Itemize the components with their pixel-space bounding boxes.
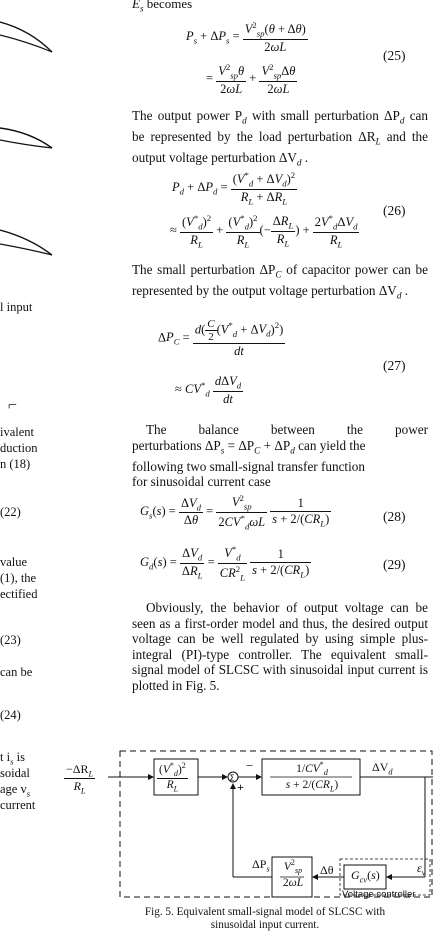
paragraph-capacitor-power: The small perturbation $\Delta P_C$ of capacitor power can be represented by the output voltage perturbation $\Delta V_d$ . bbox=[132, 262, 428, 301]
plus-sign: + bbox=[237, 780, 244, 794]
equation-25-line1: $P_s + \Delta P_s$ = $\frac{V^2_{sp}(\theta + \Delta\theta)}{2\omega L}$ bbox=[186, 20, 306, 54]
minus-sign: − bbox=[246, 758, 254, 773]
voltage-controller-label: Voltage controller bbox=[342, 889, 416, 900]
ps-label: $\Delta P_s$ bbox=[252, 857, 270, 874]
left-line: ectified bbox=[0, 587, 38, 601]
left-line: ivalent bbox=[0, 425, 35, 439]
theta-label: Δθ bbox=[320, 863, 334, 877]
equation-26-line2: ≈ $\frac{(V^*_d)^2}{R_L}$ + $\frac{(V^*_d)^2}{R_L}$ (− $\frac{\Delta R_L}{R_L}$ ) + $\frac{2V^*_d\Delta V_d}{R_L}$ bbox=[170, 213, 358, 250]
left-line: duction bbox=[0, 441, 38, 455]
equation-number: (29) bbox=[383, 557, 406, 572]
output-label: $\Delta V_d$ bbox=[372, 760, 393, 777]
cropped-curves bbox=[0, 0, 60, 290]
left-line: soidal bbox=[0, 766, 30, 780]
left-line: (1), the bbox=[0, 571, 37, 585]
left-line: (24) bbox=[0, 708, 21, 722]
paragraph-balance: The balance between the power perturbations $\Delta P_s = \Delta P_C + \Delta P_d$ can yield the following two small-signal transfer function for sinusoidal current case bbox=[132, 422, 428, 490]
left-line: current bbox=[0, 798, 36, 812]
equation-28: $G_s(s)$ = $\frac{\Delta V_d}{\Delta\theta}$ = $\frac{V^2_{sp}}{2CV^*_d\omega L}$ $\frac{1}{s + 2/(CR_L)}$ bbox=[140, 493, 330, 532]
equation-29: $G_d(s)$ = $\frac{\Delta V_d}{\Delta R_L}$ = $\frac{V^*_d}{CR^2_L}$ $\frac{1}{s + 2/(CR_L)}$ bbox=[140, 544, 310, 583]
left-line: n (18) bbox=[0, 457, 31, 471]
paragraph-output-power: The output power $P_d$ with small perturbation $\Delta P_d$ can be represented by the load perturbation $\Delta R_L$ and the output voltage perturbation $\Delta V_d$ . bbox=[132, 108, 428, 169]
equation-number: (26) bbox=[383, 203, 406, 218]
equation-number: (27) bbox=[383, 358, 406, 373]
block-gcv: $G_{cv}(s)$ bbox=[351, 868, 380, 885]
figure-caption: Fig. 5. Equivalent small-signal model of SLCSC with sinusoidal input current. bbox=[144, 906, 386, 931]
left-line: (23) bbox=[0, 633, 21, 647]
equation-25-line2: = $\frac{V^2_{sp}\theta}{2\omega L}$ + $\frac{V^2_{sp}\Delta\theta}{2\omega L}$ bbox=[206, 62, 296, 96]
equation-27-line2: ≈ $CV^*_d$ $\frac{d\Delta V_d}{dt}$ bbox=[175, 374, 242, 406]
block-vd-squared: $\frac{(V^*_d)^2}{R_L}$ bbox=[159, 761, 186, 794]
left-line: can be bbox=[0, 665, 33, 679]
figure-input-label: $\frac{-\Delta R_L}{R_L}$ bbox=[66, 762, 94, 796]
equation-27-line1: $\Delta P_C$ = d( $\frac{C}{2}$ $(V^*_d + \Delta V_d)^2$) dt bbox=[158, 318, 284, 358]
left-line: age $v_s$ bbox=[0, 782, 31, 799]
left-line: value bbox=[0, 555, 28, 569]
equation-26-line1: $P_d + \Delta P_d$ = $\frac{(V^*_d + \Delta V_d)^2}{R_L + \Delta R_L}$ bbox=[172, 170, 296, 207]
equation-number: (28) bbox=[383, 509, 406, 524]
top-fragment: $E_s$ becomes bbox=[132, 0, 193, 14]
block-vsp: $V^2_{sp}$ 2ωL bbox=[282, 858, 304, 890]
left-line: (22) bbox=[0, 505, 21, 519]
sum-symbol: Σ bbox=[229, 773, 235, 783]
left-label-input: l input bbox=[0, 300, 33, 314]
paragraph-conclusion: Obviously, the behavior of output voltage can be seen as a first-order model and thus, the desired output voltage can be well regulated by using simple plus-integral (PI)-type controller. The equivalent small-signal model of SLCSC with sinusoidal input current is plotted in Fig. 5. bbox=[132, 600, 428, 693]
epsilon-label: $\varepsilon_v$ bbox=[417, 861, 426, 878]
equation-number: (25) bbox=[383, 48, 406, 63]
left-line: t $i_s$ is bbox=[0, 750, 25, 767]
block-plant: $1/CV^*_d$ $s + 2/(CR_L)$ bbox=[285, 760, 339, 794]
left-corner-mark: ⌐ bbox=[8, 397, 18, 414]
